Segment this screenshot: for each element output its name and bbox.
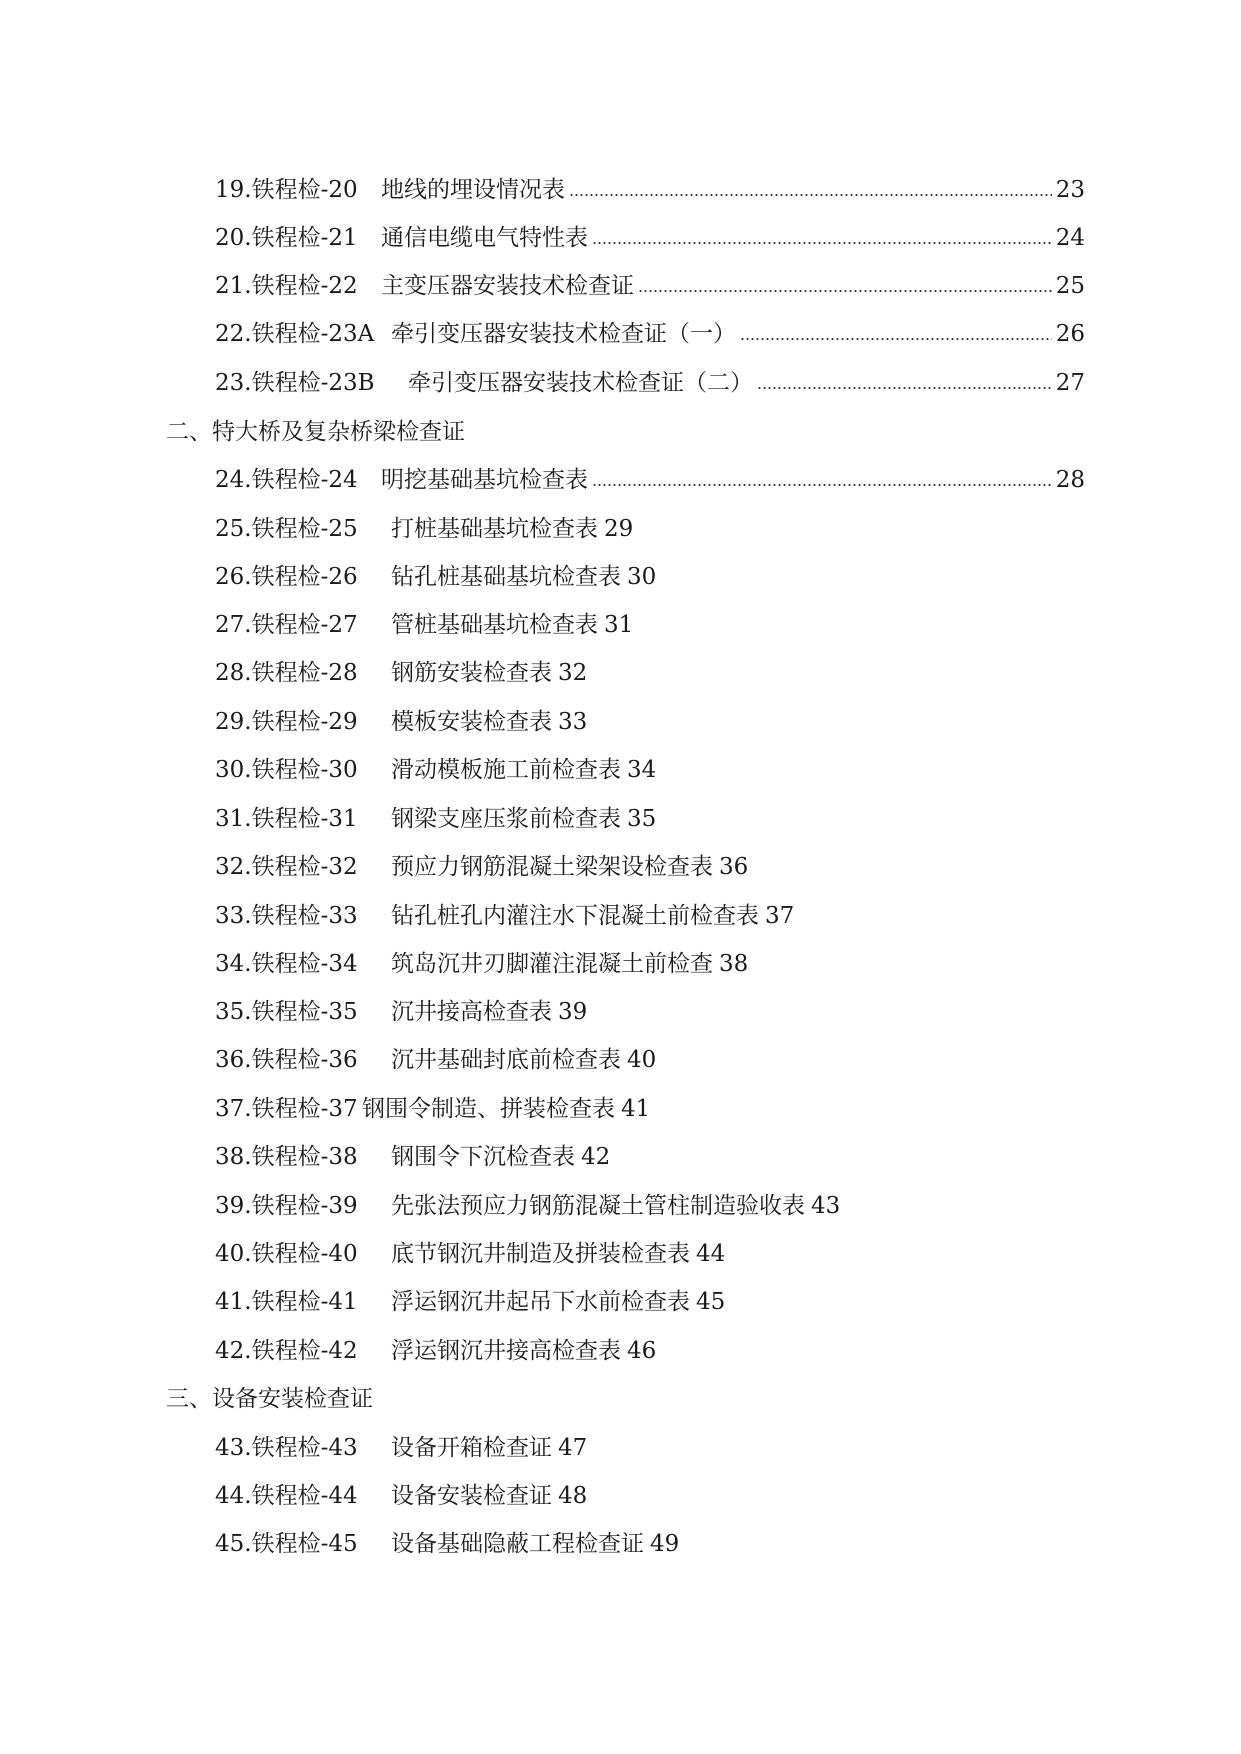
toc-entry-title: 设备开箱检查证: [391, 1435, 552, 1461]
toc-entry-page: 33: [558, 709, 588, 735]
toc-entry-number: 28.铁程检-28: [215, 660, 358, 686]
toc-entry-title: 明挖基础基坑检查表: [381, 467, 588, 493]
toc-entry-title: 底节钢沉井制造及拼装检查表: [391, 1241, 690, 1267]
toc-entry-page: 46: [627, 1338, 657, 1364]
toc-entry-number: 24.铁程检-24: [215, 467, 358, 493]
toc-entry[interactable]: [215, 1232, 725, 1276]
toc-entry-title: 预应力钢筋混凝土梁架设检查表: [391, 854, 713, 880]
toc-entry-title: 浮运钢沉井接高检查表: [391, 1338, 621, 1364]
toc-entry-page: 38: [719, 951, 749, 977]
toc-entry-title: 浮运钢沉井起吊下水前检查表: [391, 1289, 690, 1315]
toc-entry-page: 30: [627, 564, 657, 590]
toc-entry[interactable]: [215, 458, 1085, 502]
toc-entry-page: 34: [627, 757, 657, 783]
toc-entry[interactable]: [215, 700, 587, 744]
toc-entry[interactable]: [215, 894, 794, 938]
toc-entry-page: 40: [627, 1047, 657, 1073]
toc-entry[interactable]: [215, 1522, 679, 1566]
toc-entry-title: 设备基础隐蔽工程检查证: [391, 1531, 644, 1557]
toc-entry-title: 钢筋安装检查表: [391, 660, 552, 686]
toc-entry-page: 32: [558, 660, 588, 686]
toc-entry-number: 29.铁程检-29: [215, 709, 358, 735]
toc-entry-page: 35: [627, 806, 657, 832]
toc-entry-page: 29: [604, 516, 634, 542]
toc-entry[interactable]: [215, 942, 748, 986]
toc-entry-number: 27.铁程检-27: [215, 612, 358, 638]
toc-entry-number: 34.铁程检-34: [215, 951, 358, 977]
toc-entry[interactable]: [215, 990, 587, 1034]
toc-entry-title: 钻孔桩孔内灌注水下混凝土前检查表: [391, 903, 759, 929]
toc-entry-page: 23: [1055, 177, 1085, 203]
dot-leader: [569, 194, 1052, 196]
toc-entry-page: 47: [558, 1435, 588, 1461]
toc-entry-number: 25.铁程检-25: [215, 516, 358, 542]
toc-entry[interactable]: [215, 845, 748, 889]
toc-entry[interactable]: [215, 1135, 610, 1179]
toc-entry-number: 44.铁程检-44: [215, 1483, 358, 1509]
toc-entry-page: 25: [1055, 273, 1085, 299]
section-title: 三、设备安装检查证: [166, 1386, 373, 1412]
section-heading[interactable]: [166, 410, 465, 454]
toc-entry-title: 打桩基础基坑检查表: [391, 516, 598, 542]
toc-entry-number: 21.铁程检-22: [215, 273, 358, 299]
toc-entry-page: 37: [765, 903, 795, 929]
toc-entry-page: 26: [1055, 321, 1085, 347]
toc-entry[interactable]: [215, 1426, 587, 1470]
toc-entry[interactable]: [215, 1038, 656, 1082]
toc-entry-title: 钢梁支座压浆前检查表: [391, 806, 621, 832]
toc-entry-title: 钻孔桩基础基坑检查表: [391, 564, 621, 590]
toc-entry-page: 43: [811, 1193, 841, 1219]
toc-entry-title: 钢围令制造、拼装检查表: [362, 1096, 615, 1122]
toc-entry-number: 22.铁程检-23A: [215, 321, 375, 347]
section-title: 二、特大桥及复杂桥梁检查证: [166, 419, 465, 445]
toc-entry-number: 43.铁程检-43: [215, 1435, 358, 1461]
toc-entry[interactable]: [215, 651, 587, 695]
toc-entry-number: 41.铁程检-41: [215, 1289, 358, 1315]
toc-entry[interactable]: [215, 1474, 587, 1518]
toc-entry[interactable]: [215, 361, 1085, 405]
toc-entry-title: 主变压器安装技术检查证: [381, 273, 634, 299]
toc-entry-number: 23.铁程检-23B: [215, 370, 375, 396]
toc-entry-title: 设备安装检查证: [391, 1483, 552, 1509]
toc-entry-page: 27: [1055, 370, 1085, 396]
toc-entry-title: 滑动模板施工前检查表: [391, 757, 621, 783]
toc-entry-title: 牵引变压器安装技术检查证（二）: [408, 370, 753, 396]
toc-entry-number: 37.铁程检-37: [215, 1096, 358, 1122]
toc-entry-number: 45.铁程检-45: [215, 1531, 358, 1557]
toc-entry-page: 48: [558, 1483, 588, 1509]
toc-entry-page: 39: [558, 999, 588, 1025]
dot-leader: [757, 387, 1052, 389]
toc-entry-page: 28: [1055, 467, 1085, 493]
toc-entry-page: 31: [604, 612, 634, 638]
section-heading[interactable]: [166, 1377, 373, 1421]
toc-entry[interactable]: [215, 312, 1085, 356]
toc-entry[interactable]: [215, 1280, 725, 1324]
toc-entry-number: 40.铁程检-40: [215, 1241, 358, 1267]
toc-entry[interactable]: [215, 507, 633, 551]
toc-entry-title: 管桩基础基坑检查表: [391, 612, 598, 638]
toc-entry-number: 42.铁程检-42: [215, 1338, 358, 1364]
toc-entry[interactable]: [215, 216, 1085, 260]
toc-entry-page: 44: [696, 1241, 726, 1267]
toc-entry-title: 钢围令下沉检查表: [391, 1144, 575, 1170]
toc-entry[interactable]: [215, 748, 656, 792]
toc-entry[interactable]: [215, 603, 633, 647]
toc-entry-title: 筑岛沉井刃脚灌注混凝土前检查: [391, 951, 713, 977]
toc-entry-number: 32.铁程检-32: [215, 854, 358, 880]
toc-entry[interactable]: [215, 555, 656, 599]
toc-entry-page: 24: [1055, 225, 1085, 251]
toc-entry-page: 36: [719, 854, 749, 880]
toc-entry-number: 19.铁程检-20: [215, 177, 358, 203]
dot-leader: [592, 484, 1052, 486]
toc-entry-number: 33.铁程检-33: [215, 903, 358, 929]
toc-entry-number: 20.铁程检-21: [215, 225, 358, 251]
toc-entry[interactable]: [215, 168, 1085, 212]
toc-entry[interactable]: [215, 1184, 840, 1228]
toc-entry-number: 30.铁程检-30: [215, 757, 358, 783]
toc-entry-title: 牵引变压器安装技术检查证（一）: [391, 321, 736, 347]
toc-entry-number: 38.铁程检-38: [215, 1144, 358, 1170]
toc-entry-page: 41: [621, 1096, 651, 1122]
toc-entry[interactable]: [215, 797, 656, 841]
dot-leader: [638, 290, 1052, 292]
dot-leader: [740, 338, 1052, 340]
toc-entry-number: 36.铁程检-36: [215, 1047, 358, 1073]
toc-entry-title: 通信电缆电气特性表: [381, 225, 588, 251]
toc-entry-number: 31.铁程检-31: [215, 806, 358, 832]
toc-entry-page: 49: [650, 1531, 680, 1557]
toc-entry-title: 模板安装检查表: [391, 709, 552, 735]
dot-leader: [592, 242, 1052, 244]
toc-entry-title: 沉井基础封底前检查表: [391, 1047, 621, 1073]
toc-entry-number: 35.铁程检-35: [215, 999, 358, 1025]
toc-entry[interactable]: [215, 1329, 656, 1373]
toc-entry-number: 39.铁程检-39: [215, 1193, 358, 1219]
toc-entry-title: 先张法预应力钢筋混凝土管柱制造验收表: [391, 1193, 805, 1219]
toc-entry-page: 45: [696, 1289, 726, 1315]
toc-entry-number: 26.铁程检-26: [215, 564, 358, 590]
toc-entry-title: 沉井接高检查表: [391, 999, 552, 1025]
toc-entry-page: 42: [581, 1144, 611, 1170]
toc-entry[interactable]: [215, 1087, 650, 1131]
toc-entry[interactable]: [215, 264, 1085, 308]
toc-entry-title: 地线的埋设情况表: [381, 177, 565, 203]
